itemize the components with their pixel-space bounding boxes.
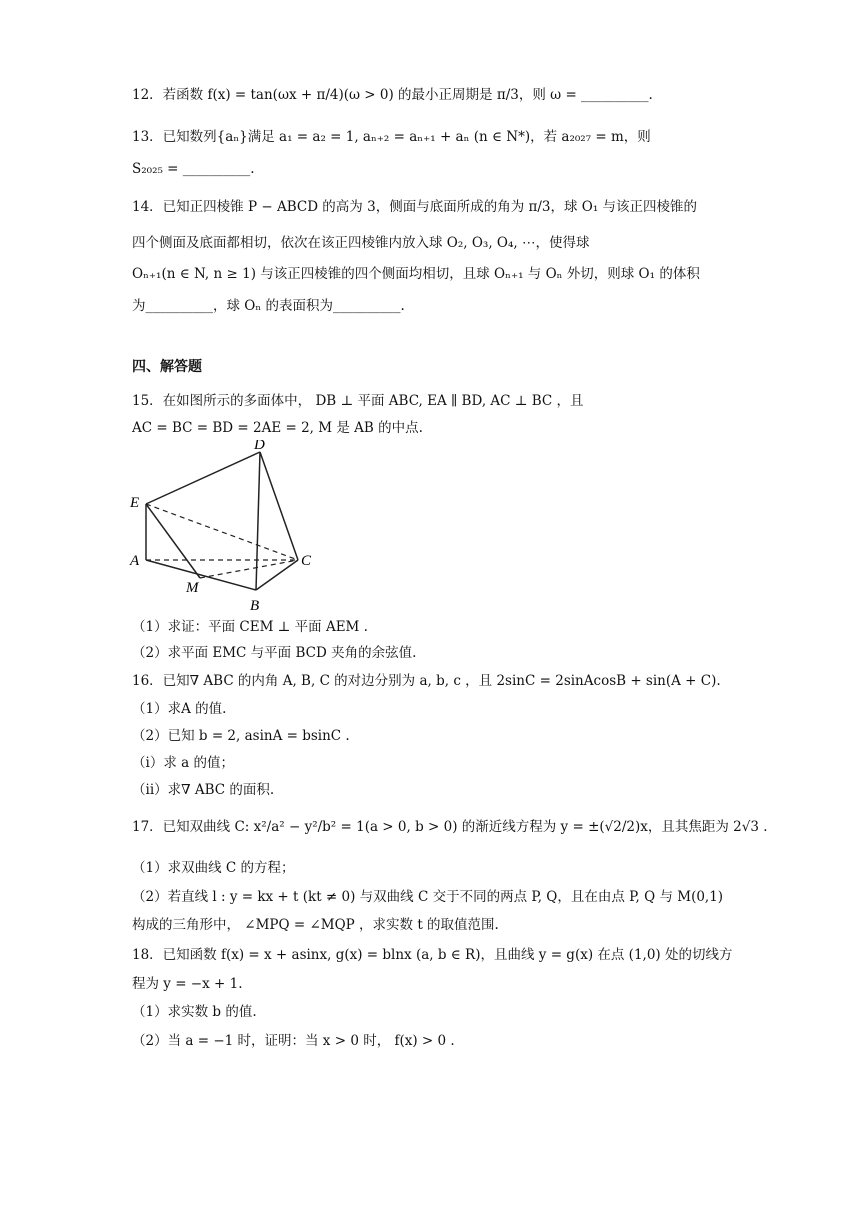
label-b: B: [250, 598, 260, 614]
question-14-cont: 为__________，球 Oₙ 的表面积为__________.: [132, 298, 405, 314]
question-17-cont: 构成的三角形中， ∠MPQ = ∠MQP ，求实数 t 的取值范围.: [132, 917, 499, 933]
question-18-cont: 程为 y = −x + 1.: [132, 976, 243, 992]
label-m: M: [186, 580, 199, 596]
label-c: C: [301, 553, 312, 569]
question-16: 16．已知∇ ABC 的内角 A, B, C 的对边分别为 a, b, c ，且 2sinC = 2sinAcosB + sin(A + C).: [132, 673, 721, 689]
question-16-part-2-ii: （ii）求∇ ABC 的面积.: [132, 782, 275, 798]
question-16-part-2: （2）已知 b = 2, asinA = bsinC .: [132, 728, 350, 744]
question-15-cont: AC = BC = BD = 2AE = 2, M 是 AB 的中点.: [132, 420, 423, 436]
label-d: D: [254, 440, 265, 453]
question-17-part-1: （1）求双曲线 C 的方程；: [132, 860, 295, 876]
label-e: E: [130, 495, 140, 511]
question-13-cont: S₂₀₂₅ = __________.: [132, 161, 255, 177]
question-15: 15．在如图所示的多面体中， DB ⊥ 平面 ABC, EA ∥ BD, AC ⊥ BC ，且: [132, 393, 584, 409]
label-a: A: [130, 553, 140, 569]
question-17: 17．已知双曲线 C: x²/a² − y²/b² = 1(a > 0, b > 0) 的渐近线方程为 y = ±(√2/2)x，且其焦距为 2√3 .: [132, 819, 768, 835]
question-12: 12．若函数 f(x) = tan(ωx + π/4)(ω > 0) 的最小正周期是 π/3，则 ω = __________.: [132, 87, 653, 103]
question-16-part-2-i: （i）求 a 的值；: [132, 755, 234, 771]
question-13: 13．已知数列{aₙ}满足 a₁ = a₂ = 1, aₙ₊₂ = aₙ₊₁ + aₙ (n ∈ N*)，若 a₂₀₂₇ = m，则: [132, 129, 651, 145]
question-17-part-2: （2）若直线 l : y = kx + t (kt ≠ 0) 与双曲线 C 交于不同的两点 P, Q，且在由点 P, Q 与 M(0,1): [132, 889, 724, 905]
question-14: 14．已知正四棱锥 P − ABCD 的高为 3，侧面与底面所成的角为 π/3，球 O₁ 与该正四棱锥的: [132, 199, 698, 215]
question-18-part-2: （2）当 a = −1 时，证明：当 x > 0 时， f(x) > 0 .: [132, 1033, 455, 1049]
section-heading: 四、解答题: [132, 359, 202, 375]
question-18-part-1: （1）求实数 b 的值.: [132, 1004, 257, 1020]
question-15-part-2: （2）求平面 EMC 与平面 BCD 夹角的余弦值.: [132, 645, 417, 661]
question-14-cont: Oₙ₊₁(n ∈ N, n ≥ 1) 与该正四棱锥的四个侧面均相切，且球 Oₙ₊₁ 与 Oₙ 外切，则球 O₁ 的体积: [132, 266, 700, 282]
question-18: 18．已知函数 f(x) = x + asinx, g(x) = blnx (a, b ∈ R)，且曲线 y = g(x) 在点 (1,0) 处的切线方: [132, 947, 733, 963]
polyhedron-figure: [128, 440, 328, 616]
question-15-part-1: （1）求证：平面 CEM ⊥ 平面 AEM .: [132, 619, 368, 635]
question-14-cont: 四个侧面及底面都相切，依次在该正四棱锥内放入球 O₂, O₃, O₄, ⋯，使得球: [132, 235, 590, 251]
question-16-part-1: （1）求A 的值.: [132, 701, 227, 717]
